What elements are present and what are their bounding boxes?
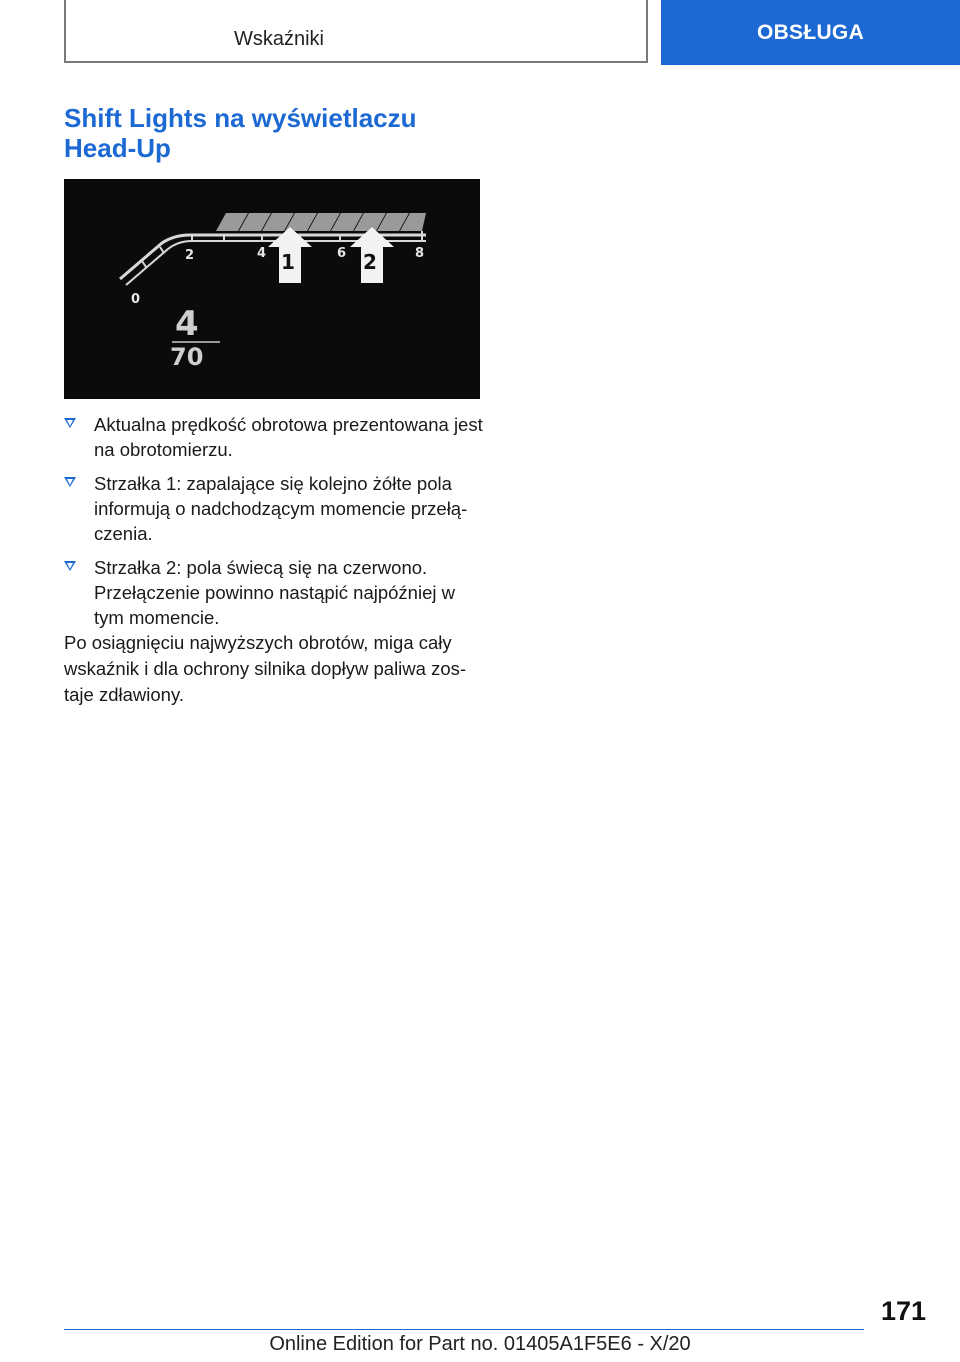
speed-indicator: 70 [170, 343, 204, 371]
arrow-label-1: 1 [281, 250, 295, 274]
head-up-display-figure [64, 179, 480, 399]
arrow-label-2: 2 [363, 250, 377, 274]
scale-label-0: 0 [131, 292, 141, 307]
bullet-triangle-icon [64, 418, 76, 428]
shift-lights-illustration [64, 179, 480, 399]
gear-indicator: 4 [175, 304, 199, 344]
scale-label-4: 4 [257, 246, 267, 261]
scale-label-6: 6 [337, 246, 347, 261]
section-label: Wskaźniki [233, 28, 324, 50]
bullet-item: Strzałka 1: zapalające się kolejno żółte pola informują o nadchodzącym momencie przełą‐ czenia. [64, 471, 484, 546]
bullet-triangle-icon [64, 477, 76, 487]
scale-label-8: 8 [415, 246, 425, 261]
bullet-item: Strzałka 2: pola świecą się na czerwono. Przełączenie powinno nastąpić najpóźniej w tym momencie. [64, 555, 484, 630]
chapter-tab[interactable]: OBSŁUGA [661, 0, 960, 65]
bullet-item: Aktualna prędkość obrotowa prezentowana jest na obrotomierzu. [64, 412, 484, 462]
body-paragraph: Po osiągnięciu najwyższych obrotów, miga cały wskaźnik i dla ochrony silnika dopływ paliwa zos‐ taje zdławiony. [64, 632, 467, 705]
bullet-list [64, 412, 484, 639]
footer-divider [64, 1329, 864, 1330]
header-frame [64, 0, 648, 63]
section-title: Shift Lights na wyświetlaczu Head-Up [64, 103, 417, 163]
footer-text: Online Edition for Part no. 01405A1F5E6 - X/20 [269, 1333, 691, 1355]
bullet-triangle-icon [64, 561, 76, 571]
scale-label-2: 2 [185, 248, 195, 263]
page-number: 171 [880, 1296, 926, 1326]
